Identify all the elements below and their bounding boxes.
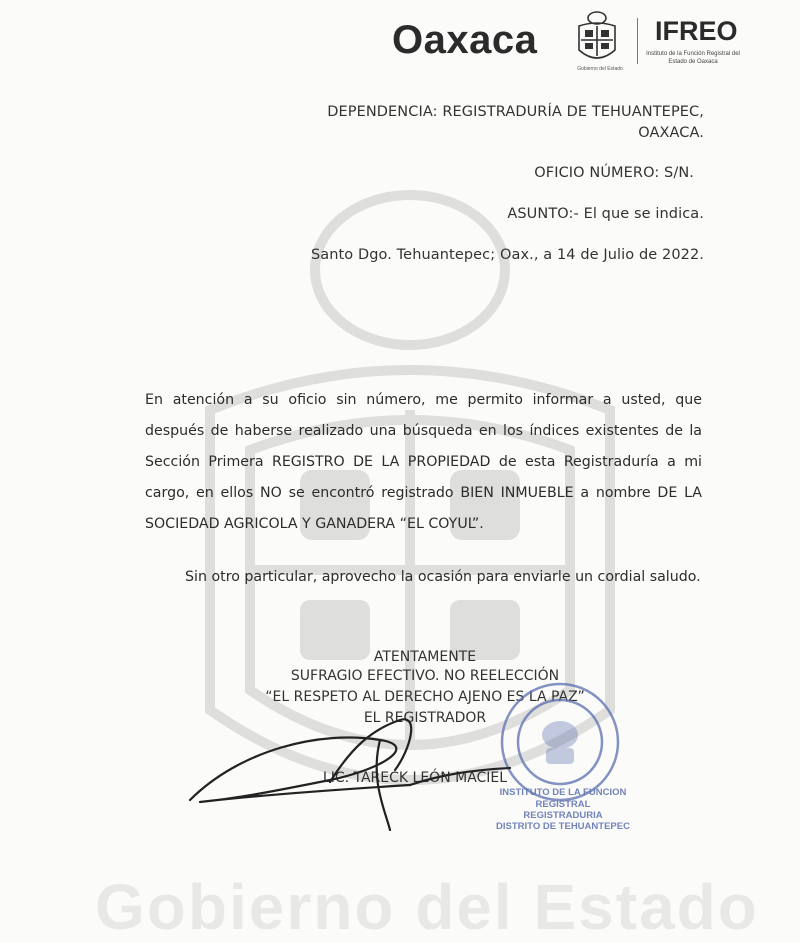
signer-name: LIC. TARECK LEÓN MACIEL [322, 770, 508, 786]
watermark-text: Gobierno del Estado [95, 871, 759, 942]
signer-title: EL REGISTRADOR [363, 710, 487, 726]
atentamente: ATENTAMENTE [373, 649, 477, 665]
coat-caption: Gobierno del Estado [577, 66, 623, 72]
closing-paragraph: Sin otro particular, aprovecho la ocasión para enviarle un cordial saludo. [185, 569, 701, 585]
oficio-number: OFICIO NÚMERO: S/N. [534, 165, 694, 181]
stamp-line-4: DISTRITO DE TEHUANTEPEC [496, 821, 630, 832]
stamp-line-2: REGISTRAL [535, 799, 591, 810]
ifreo-logo: IFREO [655, 16, 738, 46]
asunto-line: ASUNTO:- El que se indica. [507, 206, 704, 222]
stamp-line-1: INSTITUTO DE LA FUNCION [499, 787, 627, 798]
body-paragraph: En atención a su oficio sin número, me permito informar a usted, que después de haberse realizado una búsqueda en los índices existentes de la Sección Primera REGISTRO DE LA PROPIEDAD de esta Registraduría a mi cargo, en ellos NO se encontró registrado BIEN INMUEBLE a nombre DE LA SOCIEDAD AGRICOLA Y GANADERA “EL COYUL”. [145, 392, 702, 532]
dependencia-line: DEPENDENCIA: REGISTRADURÍA DE TEHUANTEPEC, [327, 104, 704, 120]
ifreo-subtitle: Instituto de la Función Registral del Estado de Oaxaca [646, 51, 740, 65]
date-line: Santo Dgo. Tehuantepec; Oax., a 14 de Julio de 2022. [310, 247, 704, 263]
header-divider [637, 18, 638, 64]
motto-line-1: SUFRAGIO EFECTIVO. NO REELECCIÓN [290, 668, 560, 684]
oaxaca-logo: Oaxaca [392, 18, 538, 62]
coat-of-arms-icon [571, 8, 623, 68]
dependencia-line-2: OAXACA. [638, 125, 704, 141]
stamp-line-3: REGISTRADURIA [523, 810, 603, 821]
handwritten-signature [180, 690, 560, 840]
motto-line-2: “EL RESPETO AL DERECHO AJENO ES LA PAZ” [265, 689, 585, 705]
